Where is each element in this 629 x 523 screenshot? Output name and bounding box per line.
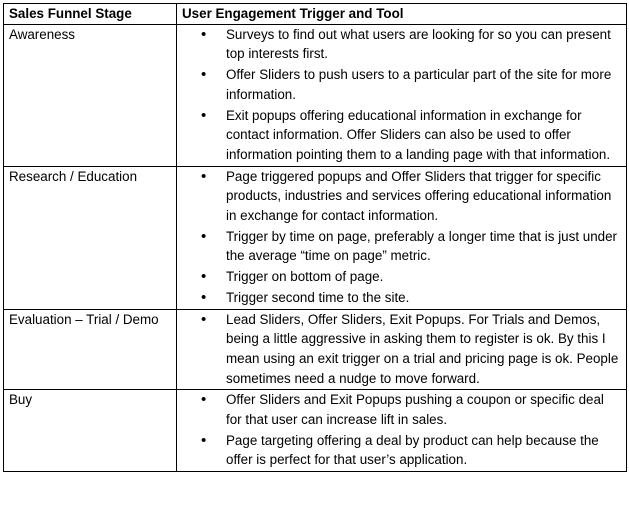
header-stage: Sales Funnel Stage [4,4,177,25]
list-item: • Trigger by time on page, preferably a longer time that is just under the average “time on page” metric. [182,227,621,266]
list-item: • Trigger on bottom of page. [182,267,621,287]
list-item: • Offer Sliders and Exit Popups pushing a coupon or specific deal for that user can increase lift in sales. [182,390,621,429]
table-row [4,166,627,309]
header-row [4,4,627,25]
table-row [4,309,627,390]
stage-cell: Buy [4,390,177,472]
list-item: • Offer Sliders to push users to a particular part of the site for more information. [182,65,621,104]
list-item: • Page targeting offering a deal by product can help because the offer is perfect for that user’s application. [182,431,621,470]
funnel-table [3,3,627,472]
list-item: • Lead Sliders, Offer Sliders, Exit Popups. For Trials and Demos, being a little aggressive in asking them to register is ok. By this I mean using an exit trigger on a trial and pricing page is ok. People sometimes need a nudge to move forward. [182,310,621,389]
bullet-list [182,25,621,165]
list-item: • Page triggered popups and Offer Sliders that trigger for specific products, industries and services offering educational information in exchange for contact information. [182,167,621,226]
trigger-cell [177,390,627,472]
trigger-cell [177,166,627,309]
list-item: • Exit popups offering educational information in exchange for contact information. Offer Sliders can also be used to offer information pointing them to a landing page with that information. [182,106,621,165]
stage-cell: Evaluation – Trial / Demo [4,309,177,390]
trigger-cell [177,24,627,166]
list-item: • Surveys to find out what users are looking for so you can present top interests first. [182,25,621,64]
bullet-list [182,310,621,389]
stage-cell: Awareness [4,24,177,166]
table-row [4,24,627,166]
trigger-cell [177,309,627,390]
stage-cell: Research / Education [4,166,177,309]
table-row [4,390,627,472]
list-item: • Trigger second time to the site. [182,288,621,308]
bullet-list [182,167,621,308]
header-trigger: User Engagement Trigger and Tool [177,4,627,25]
bullet-list [182,390,621,470]
